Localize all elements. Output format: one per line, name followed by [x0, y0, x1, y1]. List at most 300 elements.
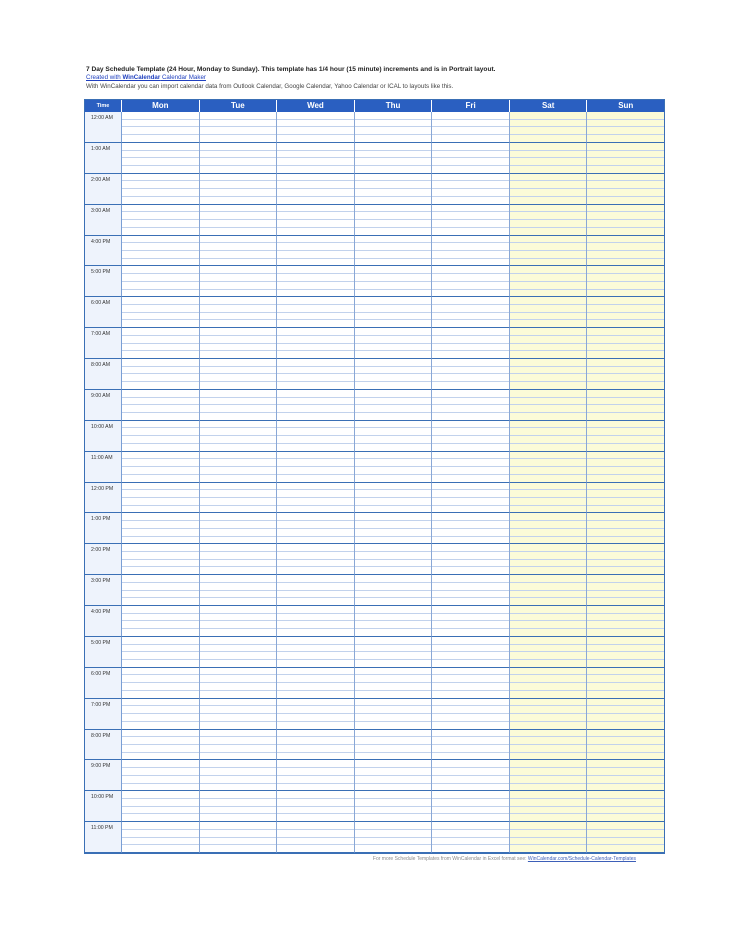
time-slot[interactable] — [200, 675, 277, 683]
time-slot[interactable] — [277, 236, 354, 244]
time-slot[interactable] — [122, 706, 199, 714]
time-slot[interactable] — [122, 737, 199, 745]
time-slot[interactable] — [200, 181, 277, 189]
time-slot[interactable] — [277, 444, 354, 451]
time-slot[interactable] — [510, 220, 587, 228]
time-slot[interactable] — [587, 629, 664, 636]
time-slot[interactable] — [432, 552, 509, 560]
time-slot[interactable] — [277, 212, 354, 220]
time-slot[interactable] — [355, 266, 432, 274]
time-slot[interactable] — [355, 791, 432, 799]
time-slot[interactable] — [355, 814, 432, 821]
time-slot[interactable] — [277, 838, 354, 846]
time-slot[interactable] — [122, 760, 199, 768]
time-slot[interactable] — [200, 606, 277, 614]
time-slot[interactable] — [200, 359, 277, 367]
time-slot[interactable] — [355, 668, 432, 676]
time-slot[interactable] — [200, 143, 277, 151]
time-slot[interactable] — [277, 251, 354, 259]
time-slot[interactable] — [432, 127, 509, 135]
time-slot[interactable] — [510, 189, 587, 197]
time-slot[interactable] — [587, 784, 664, 791]
time-slot[interactable] — [510, 421, 587, 429]
time-slot[interactable] — [277, 591, 354, 599]
time-slot[interactable] — [122, 745, 199, 753]
time-slot[interactable] — [277, 699, 354, 707]
time-slot[interactable] — [355, 760, 432, 768]
time-slot[interactable] — [200, 428, 277, 436]
time-slot[interactable] — [355, 699, 432, 707]
time-slot[interactable] — [277, 197, 354, 204]
time-slot[interactable] — [510, 768, 587, 776]
time-slot[interactable] — [355, 382, 432, 389]
time-slot[interactable] — [510, 367, 587, 375]
time-slot[interactable] — [510, 637, 587, 645]
time-slot[interactable] — [587, 459, 664, 467]
time-slot[interactable] — [587, 807, 664, 815]
time-slot[interactable] — [277, 290, 354, 297]
time-slot[interactable] — [587, 305, 664, 313]
time-slot[interactable] — [355, 768, 432, 776]
time-slot[interactable] — [277, 274, 354, 282]
time-slot[interactable] — [122, 513, 199, 521]
time-slot[interactable] — [277, 737, 354, 745]
time-slot[interactable] — [200, 305, 277, 313]
time-slot[interactable] — [277, 753, 354, 760]
time-slot[interactable] — [355, 112, 432, 120]
time-slot[interactable] — [277, 297, 354, 305]
time-slot[interactable] — [277, 421, 354, 429]
time-slot[interactable] — [122, 374, 199, 382]
time-slot[interactable] — [122, 730, 199, 738]
time-slot[interactable] — [510, 513, 587, 521]
time-slot[interactable] — [355, 181, 432, 189]
time-slot[interactable] — [587, 143, 664, 151]
time-slot[interactable] — [510, 297, 587, 305]
time-slot[interactable] — [122, 336, 199, 344]
time-slot[interactable] — [122, 668, 199, 676]
time-slot[interactable] — [587, 567, 664, 574]
time-slot[interactable] — [122, 529, 199, 537]
time-slot[interactable] — [277, 166, 354, 173]
time-slot[interactable] — [122, 838, 199, 846]
time-slot[interactable] — [277, 266, 354, 274]
time-slot[interactable] — [200, 621, 277, 629]
time-slot[interactable] — [510, 382, 587, 389]
time-slot[interactable] — [587, 467, 664, 475]
time-slot[interactable] — [432, 290, 509, 297]
time-slot[interactable] — [277, 313, 354, 321]
time-slot[interactable] — [355, 297, 432, 305]
time-slot[interactable] — [432, 513, 509, 521]
time-slot[interactable] — [587, 405, 664, 413]
time-slot[interactable] — [587, 645, 664, 653]
time-slot[interactable] — [200, 297, 277, 305]
time-slot[interactable] — [432, 351, 509, 358]
time-slot[interactable] — [355, 367, 432, 375]
time-slot[interactable] — [277, 645, 354, 653]
time-slot[interactable] — [355, 220, 432, 228]
time-slot[interactable] — [432, 282, 509, 290]
time-slot[interactable] — [277, 398, 354, 406]
time-slot[interactable] — [510, 575, 587, 583]
time-slot[interactable] — [587, 513, 664, 521]
time-slot[interactable] — [277, 722, 354, 729]
time-slot[interactable] — [122, 112, 199, 120]
time-slot[interactable] — [432, 560, 509, 568]
time-slot[interactable] — [122, 382, 199, 389]
time-slot[interactable] — [355, 120, 432, 128]
time-slot[interactable] — [432, 382, 509, 389]
time-slot[interactable] — [432, 621, 509, 629]
time-slot[interactable] — [355, 784, 432, 791]
time-slot[interactable] — [122, 174, 199, 182]
time-slot[interactable] — [355, 259, 432, 266]
time-slot[interactable] — [122, 475, 199, 482]
time-slot[interactable] — [587, 583, 664, 591]
time-slot[interactable] — [122, 544, 199, 552]
time-slot[interactable] — [277, 344, 354, 352]
time-slot[interactable] — [122, 660, 199, 667]
time-slot[interactable] — [122, 621, 199, 629]
time-slot[interactable] — [200, 753, 277, 760]
time-slot[interactable] — [432, 174, 509, 182]
time-slot[interactable] — [355, 552, 432, 560]
time-slot[interactable] — [122, 498, 199, 506]
time-slot[interactable] — [122, 228, 199, 235]
time-slot[interactable] — [200, 822, 277, 830]
time-slot[interactable] — [277, 483, 354, 491]
time-slot[interactable] — [587, 166, 664, 173]
time-slot[interactable] — [587, 127, 664, 135]
time-slot[interactable] — [355, 313, 432, 321]
time-slot[interactable] — [355, 467, 432, 475]
time-slot[interactable] — [587, 830, 664, 838]
time-slot[interactable] — [355, 189, 432, 197]
time-slot[interactable] — [510, 753, 587, 760]
time-slot[interactable] — [122, 699, 199, 707]
time-slot[interactable] — [432, 784, 509, 791]
time-slot[interactable] — [432, 737, 509, 745]
time-slot[interactable] — [277, 660, 354, 667]
time-slot[interactable] — [122, 143, 199, 151]
time-slot[interactable] — [355, 583, 432, 591]
time-slot[interactable] — [355, 652, 432, 660]
time-slot[interactable] — [432, 799, 509, 807]
time-slot[interactable] — [510, 320, 587, 327]
time-slot[interactable] — [432, 706, 509, 714]
time-slot[interactable] — [432, 143, 509, 151]
time-slot[interactable] — [277, 498, 354, 506]
time-slot[interactable] — [510, 336, 587, 344]
time-slot[interactable] — [587, 320, 664, 327]
time-slot[interactable] — [355, 328, 432, 336]
time-slot[interactable] — [277, 745, 354, 753]
time-slot[interactable] — [355, 236, 432, 244]
time-slot[interactable] — [200, 151, 277, 159]
time-slot[interactable] — [277, 243, 354, 251]
time-slot[interactable] — [587, 730, 664, 738]
time-slot[interactable] — [510, 344, 587, 352]
time-slot[interactable] — [277, 598, 354, 605]
time-slot[interactable] — [122, 290, 199, 297]
time-slot[interactable] — [432, 459, 509, 467]
time-slot[interactable] — [122, 220, 199, 228]
time-slot[interactable] — [355, 645, 432, 653]
time-slot[interactable] — [355, 351, 432, 358]
time-slot[interactable] — [277, 336, 354, 344]
time-slot[interactable] — [510, 212, 587, 220]
time-slot[interactable] — [277, 320, 354, 327]
time-slot[interactable] — [587, 560, 664, 568]
time-slot[interactable] — [277, 537, 354, 544]
time-slot[interactable] — [122, 297, 199, 305]
time-slot[interactable] — [122, 483, 199, 491]
time-slot[interactable] — [355, 845, 432, 852]
time-slot[interactable] — [277, 374, 354, 382]
time-slot[interactable] — [122, 776, 199, 784]
time-slot[interactable] — [587, 452, 664, 460]
time-slot[interactable] — [277, 830, 354, 838]
time-slot[interactable] — [432, 567, 509, 574]
time-slot[interactable] — [355, 290, 432, 297]
time-slot[interactable] — [432, 529, 509, 537]
time-slot[interactable] — [587, 228, 664, 235]
time-slot[interactable] — [200, 228, 277, 235]
time-slot[interactable] — [200, 313, 277, 321]
time-slot[interactable] — [277, 436, 354, 444]
time-slot[interactable] — [587, 336, 664, 344]
time-slot[interactable] — [277, 822, 354, 830]
time-slot[interactable] — [277, 799, 354, 807]
time-slot[interactable] — [355, 405, 432, 413]
time-slot[interactable] — [510, 737, 587, 745]
time-slot[interactable] — [587, 621, 664, 629]
time-slot[interactable] — [200, 243, 277, 251]
time-slot[interactable] — [122, 120, 199, 128]
time-slot[interactable] — [277, 683, 354, 691]
time-slot[interactable] — [587, 691, 664, 698]
time-slot[interactable] — [355, 560, 432, 568]
time-slot[interactable] — [277, 652, 354, 660]
time-slot[interactable] — [200, 807, 277, 815]
time-slot[interactable] — [510, 398, 587, 406]
time-slot[interactable] — [432, 112, 509, 120]
time-slot[interactable] — [200, 776, 277, 784]
time-slot[interactable] — [355, 506, 432, 513]
time-slot[interactable] — [200, 413, 277, 420]
time-slot[interactable] — [200, 737, 277, 745]
time-slot[interactable] — [510, 143, 587, 151]
time-slot[interactable] — [587, 552, 664, 560]
time-slot[interactable] — [510, 791, 587, 799]
time-slot[interactable] — [355, 205, 432, 213]
time-slot[interactable] — [510, 668, 587, 676]
time-slot[interactable] — [277, 621, 354, 629]
time-slot[interactable] — [510, 583, 587, 591]
time-slot[interactable] — [200, 274, 277, 282]
time-slot[interactable] — [587, 737, 664, 745]
time-slot[interactable] — [200, 158, 277, 166]
time-slot[interactable] — [510, 181, 587, 189]
time-slot[interactable] — [122, 814, 199, 821]
time-slot[interactable] — [277, 675, 354, 683]
time-slot[interactable] — [432, 428, 509, 436]
time-slot[interactable] — [587, 421, 664, 429]
time-slot[interactable] — [432, 336, 509, 344]
time-slot[interactable] — [432, 506, 509, 513]
time-slot[interactable] — [122, 552, 199, 560]
time-slot[interactable] — [432, 189, 509, 197]
time-slot[interactable] — [277, 791, 354, 799]
time-slot[interactable] — [355, 398, 432, 406]
time-slot[interactable] — [122, 490, 199, 498]
time-slot[interactable] — [587, 444, 664, 451]
time-slot[interactable] — [510, 645, 587, 653]
time-slot[interactable] — [200, 174, 277, 182]
time-slot[interactable] — [510, 691, 587, 698]
time-slot[interactable] — [277, 506, 354, 513]
time-slot[interactable] — [200, 290, 277, 297]
time-slot[interactable] — [587, 236, 664, 244]
time-slot[interactable] — [355, 621, 432, 629]
time-slot[interactable] — [432, 683, 509, 691]
time-slot[interactable] — [277, 814, 354, 821]
time-slot[interactable] — [200, 282, 277, 290]
time-slot[interactable] — [122, 691, 199, 698]
time-slot[interactable] — [432, 120, 509, 128]
time-slot[interactable] — [432, 598, 509, 605]
time-slot[interactable] — [277, 552, 354, 560]
time-slot[interactable] — [587, 845, 664, 852]
time-slot[interactable] — [277, 351, 354, 358]
time-slot[interactable] — [200, 768, 277, 776]
time-slot[interactable] — [122, 537, 199, 544]
time-slot[interactable] — [122, 768, 199, 776]
time-slot[interactable] — [355, 452, 432, 460]
time-slot[interactable] — [122, 683, 199, 691]
time-slot[interactable] — [200, 544, 277, 552]
time-slot[interactable] — [510, 529, 587, 537]
time-slot[interactable] — [355, 737, 432, 745]
time-slot[interactable] — [122, 189, 199, 197]
time-slot[interactable] — [355, 722, 432, 729]
time-slot[interactable] — [587, 158, 664, 166]
time-slot[interactable] — [200, 236, 277, 244]
time-slot[interactable] — [510, 251, 587, 259]
time-slot[interactable] — [510, 784, 587, 791]
time-slot[interactable] — [122, 367, 199, 375]
time-slot[interactable] — [587, 367, 664, 375]
time-slot[interactable] — [432, 344, 509, 352]
time-slot[interactable] — [510, 560, 587, 568]
time-slot[interactable] — [510, 274, 587, 282]
time-slot[interactable] — [200, 120, 277, 128]
time-slot[interactable] — [432, 259, 509, 266]
time-slot[interactable] — [200, 197, 277, 204]
time-slot[interactable] — [510, 552, 587, 560]
time-slot[interactable] — [355, 691, 432, 698]
time-slot[interactable] — [510, 351, 587, 358]
time-slot[interactable] — [122, 645, 199, 653]
time-slot[interactable] — [277, 560, 354, 568]
time-slot[interactable] — [200, 320, 277, 327]
time-slot[interactable] — [355, 143, 432, 151]
time-slot[interactable] — [355, 660, 432, 667]
time-slot[interactable] — [510, 390, 587, 398]
time-slot[interactable] — [587, 745, 664, 753]
time-slot[interactable] — [355, 459, 432, 467]
time-slot[interactable] — [510, 243, 587, 251]
time-slot[interactable] — [277, 760, 354, 768]
time-slot[interactable] — [510, 436, 587, 444]
time-slot[interactable] — [432, 398, 509, 406]
time-slot[interactable] — [510, 683, 587, 691]
time-slot[interactable] — [122, 753, 199, 760]
time-slot[interactable] — [277, 629, 354, 636]
time-slot[interactable] — [355, 212, 432, 220]
time-slot[interactable] — [355, 421, 432, 429]
time-slot[interactable] — [587, 544, 664, 552]
time-slot[interactable] — [355, 591, 432, 599]
time-slot[interactable] — [510, 290, 587, 297]
time-slot[interactable] — [355, 174, 432, 182]
time-slot[interactable] — [277, 614, 354, 622]
time-slot[interactable] — [587, 537, 664, 544]
time-slot[interactable] — [277, 205, 354, 213]
time-slot[interactable] — [587, 606, 664, 614]
time-slot[interactable] — [587, 598, 664, 605]
time-slot[interactable] — [510, 228, 587, 235]
time-slot[interactable] — [277, 328, 354, 336]
created-with-link[interactable] — [86, 74, 686, 82]
time-slot[interactable] — [510, 814, 587, 821]
time-slot[interactable] — [510, 305, 587, 313]
time-slot[interactable] — [200, 784, 277, 791]
time-slot[interactable] — [122, 305, 199, 313]
time-slot[interactable] — [122, 405, 199, 413]
time-slot[interactable] — [200, 838, 277, 846]
time-slot[interactable] — [355, 521, 432, 529]
time-slot[interactable] — [355, 575, 432, 583]
time-slot[interactable] — [277, 228, 354, 235]
time-slot[interactable] — [277, 637, 354, 645]
time-slot[interactable] — [587, 776, 664, 784]
time-slot[interactable] — [355, 830, 432, 838]
time-slot[interactable] — [587, 714, 664, 722]
time-slot[interactable] — [122, 274, 199, 282]
time-slot[interactable] — [200, 212, 277, 220]
time-slot[interactable] — [510, 135, 587, 142]
time-slot[interactable] — [355, 320, 432, 327]
time-slot[interactable] — [200, 220, 277, 228]
time-slot[interactable] — [510, 652, 587, 660]
time-slot[interactable] — [432, 421, 509, 429]
time-slot[interactable] — [510, 313, 587, 321]
time-slot[interactable] — [587, 498, 664, 506]
time-slot[interactable] — [200, 745, 277, 753]
time-slot[interactable] — [432, 274, 509, 282]
time-slot[interactable] — [355, 822, 432, 830]
time-slot[interactable] — [122, 127, 199, 135]
time-slot[interactable] — [432, 359, 509, 367]
time-slot[interactable] — [432, 197, 509, 204]
time-slot[interactable] — [355, 428, 432, 436]
time-slot[interactable] — [587, 344, 664, 352]
time-slot[interactable] — [432, 390, 509, 398]
time-slot[interactable] — [432, 243, 509, 251]
time-slot[interactable] — [200, 598, 277, 605]
